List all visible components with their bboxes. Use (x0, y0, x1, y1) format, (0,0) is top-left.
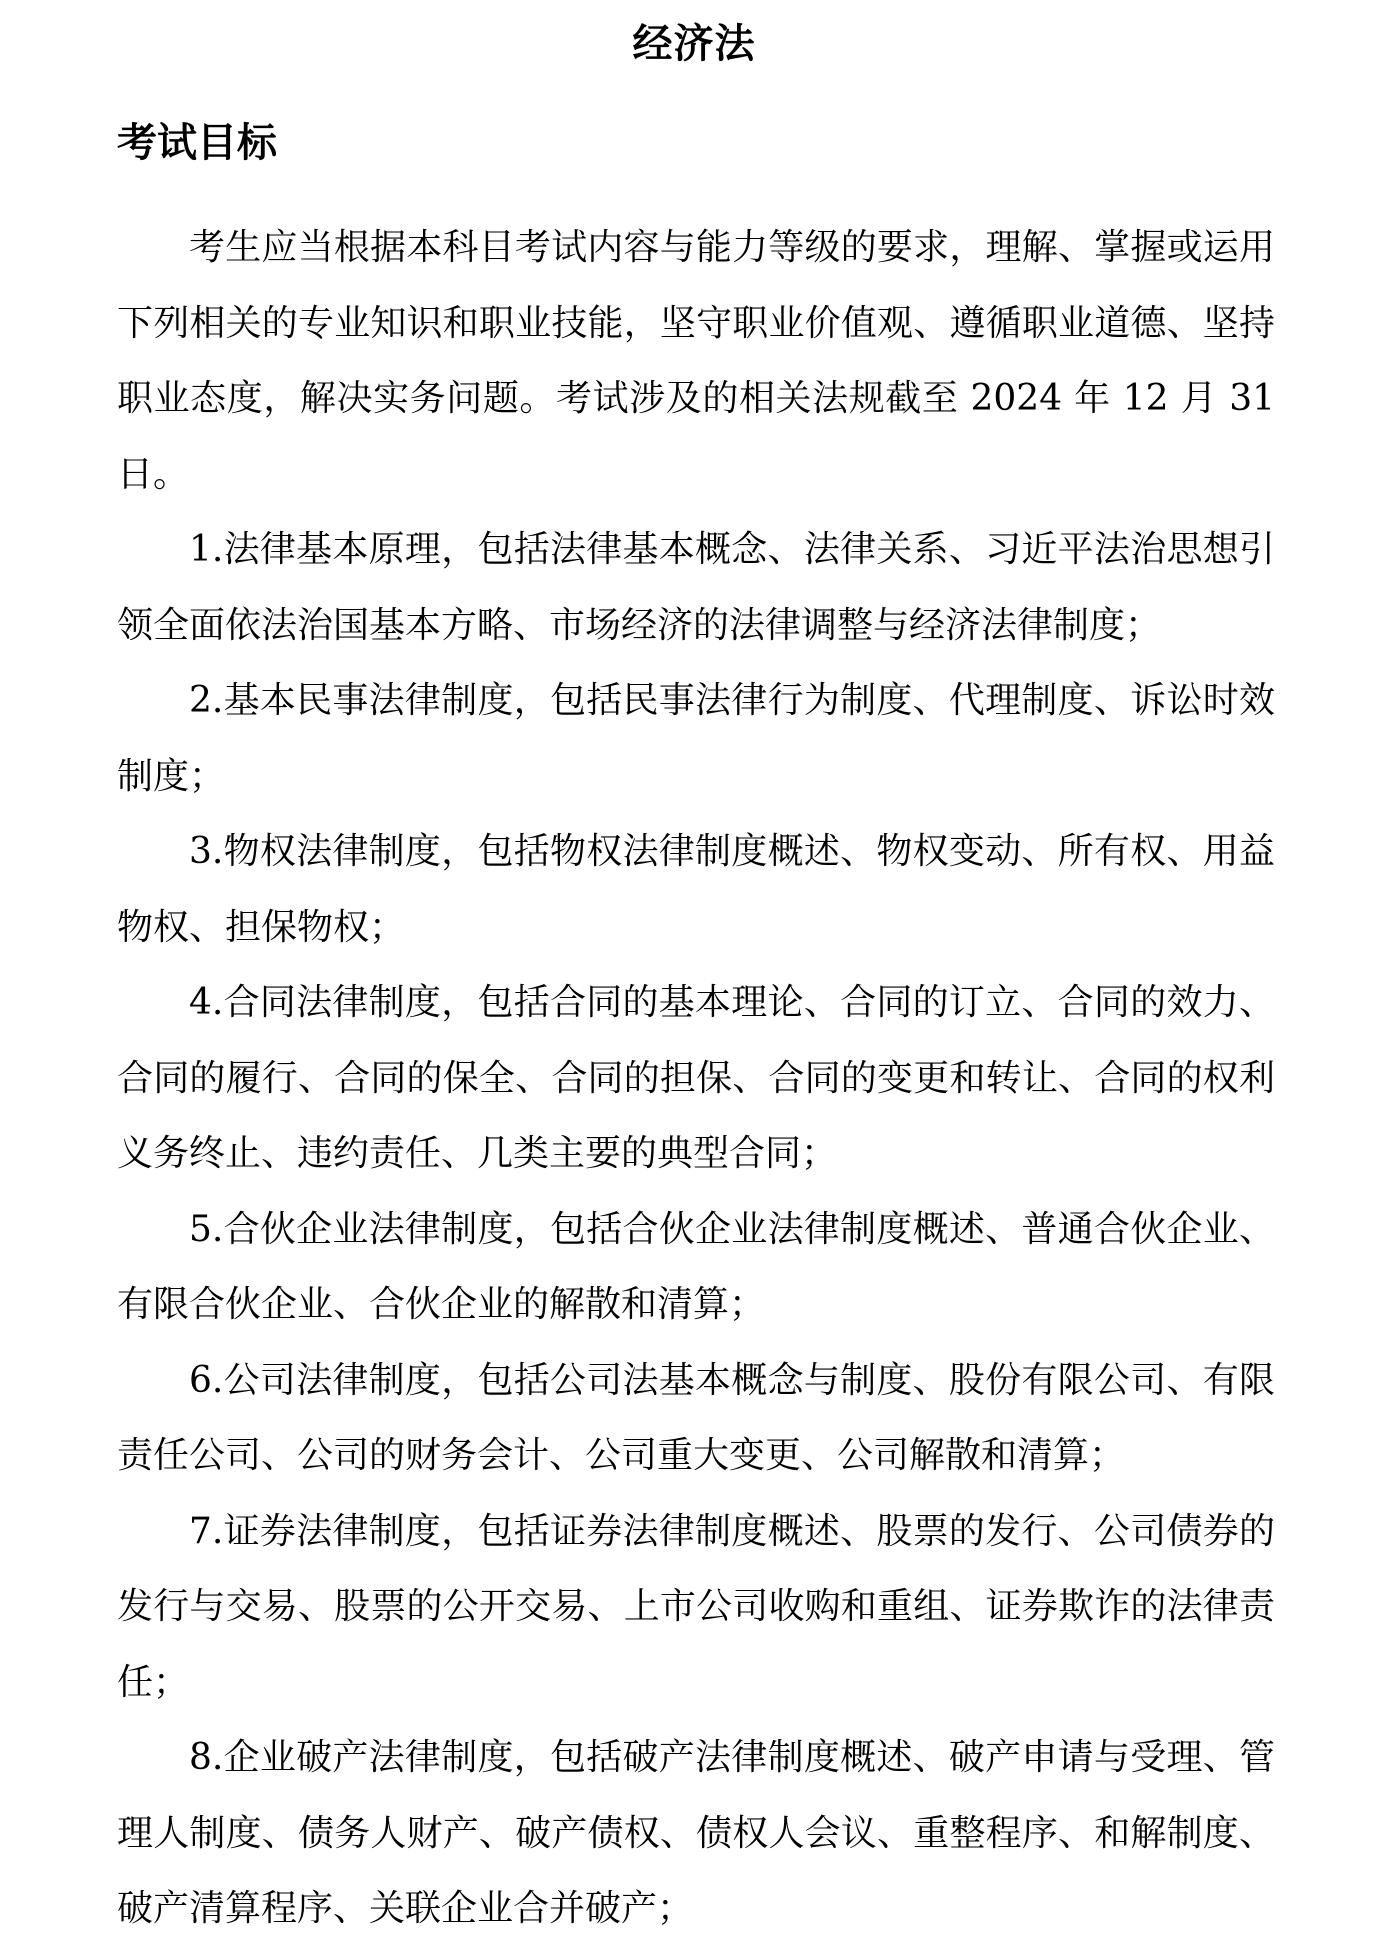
document-title: 经济法 (632, 21, 756, 67)
item-text: 企业破产法律制度，包括破产法律制度概述、破产申请与受理、管理人制度、债务人财产、破产债权、债权人会议、重整程序、和解制度、破产清算程序、关联企业合并破产； (117, 1737, 1275, 1929)
section-heading-exam-objectives: 考试目标 (117, 120, 277, 166)
document-body (117, 210, 1275, 1947)
item-number: 2. (189, 680, 224, 721)
list-item (117, 814, 1275, 965)
list-item (117, 663, 1275, 814)
item-number: 1. (189, 529, 224, 570)
item-text: 公司法律制度，包括公司法基本概念与制度、股份有限公司、有限责任公司、公司的财务会计、公司重大变更、公司解散和清算； (117, 1359, 1275, 1476)
list-item (117, 965, 1275, 1192)
list-item (117, 1192, 1275, 1343)
list-item (117, 1494, 1275, 1721)
item-number: 4. (189, 982, 224, 1023)
item-text: 基本民事法律制度，包括民事法律行为制度、代理制度、诉讼时效制度； (117, 680, 1275, 797)
item-number: 3. (189, 831, 224, 872)
list-item (117, 512, 1275, 663)
intro-paragraph: 考生应当根据本科目考试内容与能力等级的要求，理解、掌握或运用下列相关的专业知识和职业技能，坚守职业价值观、遵循职业道德、坚持职业态度，解决实务问题。考试涉及的相关法规截至 2024 年 12 月 31 日。 (117, 227, 1275, 495)
item-number: 7. (189, 1510, 224, 1552)
item-text: 法律基本原理，包括法律基本概念、法律关系、习近平法治思想引领全面依法治国基本方略、市场经济的法律调整与经济法律制度； (117, 529, 1275, 646)
item-number: 6. (189, 1359, 224, 1401)
item-text: 物权法律制度，包括物权法律制度概述、物权变动、所有权、用益物权、担保物权； (117, 831, 1275, 948)
item-number: 8. (189, 1737, 224, 1778)
list-item (117, 1720, 1275, 1947)
item-number: 5. (189, 1208, 224, 1250)
item-text: 合伙企业法律制度，包括合伙企业法律制度概述、普通合伙企业、有限合伙企业、合伙企业的解散和清算； (117, 1208, 1275, 1325)
item-text: 合同法律制度，包括合同的基本理论、合同的订立、合同的效力、合同的履行、合同的保全、合同的担保、合同的变更和转让、合同的权利义务终止、违约责任、几类主要的典型合同； (117, 982, 1275, 1174)
list-item (117, 1343, 1275, 1494)
item-text: 证券法律制度，包括证券法律制度概述、股票的发行、公司债券的发行与交易、股票的公开交易、上市公司收购和重组、证券欺诈的法律责任； (117, 1510, 1275, 1703)
